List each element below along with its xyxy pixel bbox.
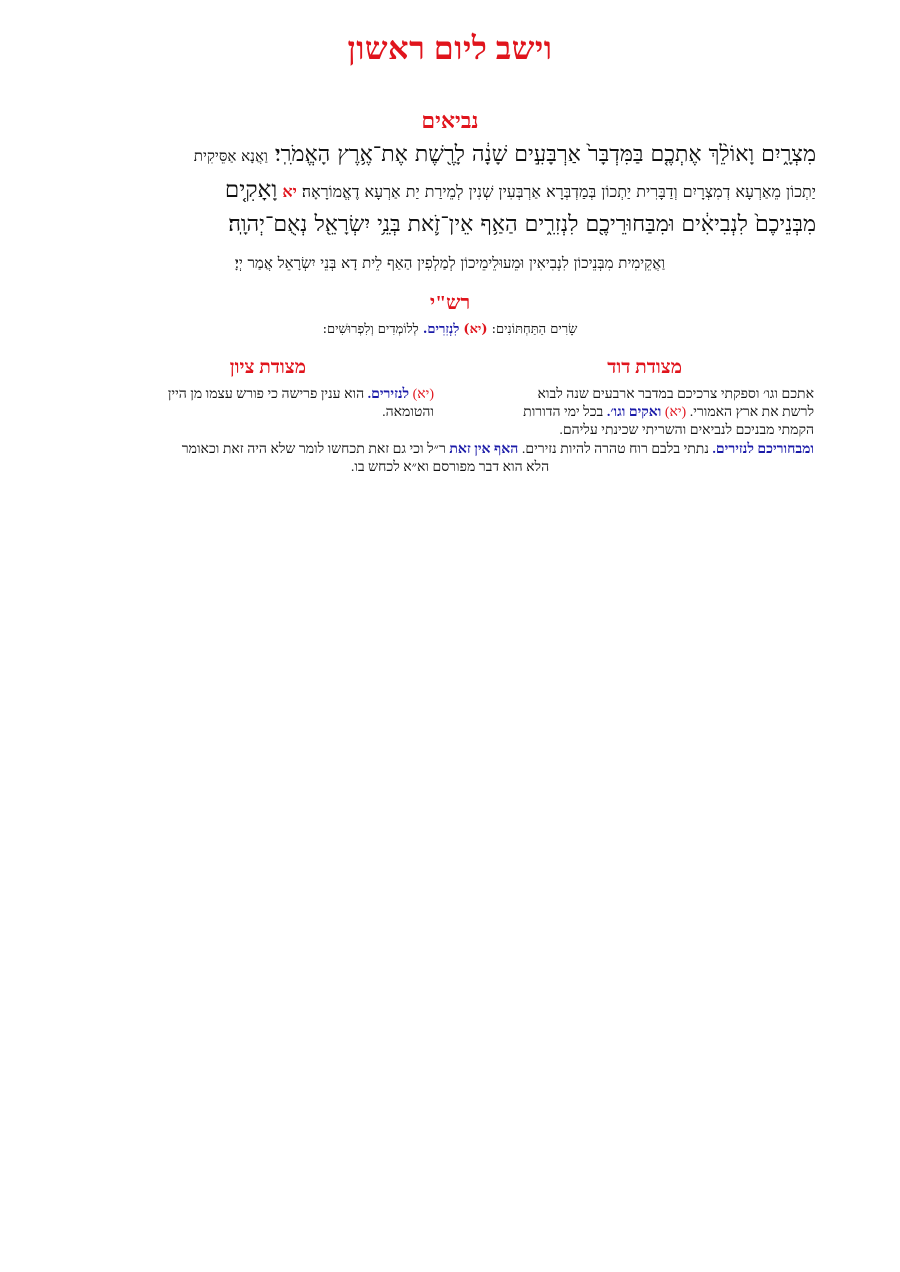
rashi-ref: (יא)	[463, 322, 488, 337]
md-line-2-text: לרשת את ארץ האמורי.	[689, 405, 814, 420]
metzudat-zion-column	[86, 386, 434, 422]
md-dibbur-2: ומבחוריכם לנזירים.	[712, 442, 814, 457]
verse-11-start: וָאָקִ֤ים	[224, 177, 278, 203]
rashi-dibbur: לִנְזִרִים.	[422, 322, 460, 337]
metzudat-david-column	[458, 386, 814, 440]
verse-10-end: מִצְרָ֑יִם וָאוֹלֵ֨ךְ אֶתְכֶ֤ם בַּמִּדְבָּר֙ אַרְבָּעִ֣ים שָׁנָ֔ה לָרֶ֖שֶׁת אֶת־אֶ֥רֶץ הָאֱמֹרִֽי׃	[274, 142, 816, 167]
mz-ref: (יא)	[412, 387, 434, 402]
rashi-heading: רש"י	[429, 292, 471, 314]
metzudat-david-heading: מצודת דוד	[607, 357, 682, 378]
md-line-4-text: נתתי בלבם רוח טהרה להיות נזירים.	[521, 442, 709, 457]
md-dibbur: ואקים וגו׳.	[606, 405, 662, 420]
mz-dibbur: לנזירים.	[367, 387, 410, 402]
md-line-1: אתכם וגו׳ וספקתי צרכיכם במדבר ארבעים שנה לבוא	[537, 387, 814, 402]
mz-text: הוא ענין פרישה כי פורש עצמו מן היין	[167, 387, 365, 402]
md-line-3: הקמתי מבניכם לנביאים והשריתי שכינתי עליהם.	[559, 423, 814, 438]
metzudat-zion-heading: מצודת ציון	[229, 357, 306, 378]
page-title: וישב ליום ראשון	[347, 30, 553, 66]
verse-line-1	[84, 136, 816, 175]
targum-start: וַאֲנָא אַסֵּיקִית	[193, 147, 268, 165]
targum-verse-11: וַאֲקֵימִית מִבְּנֵיכוֹן לִנְבִיאִין וּמֵעוּלֵימֵיכוֹן לְמַלְפִין הַאַף לֵית דָא בְּנֵי יִשְׂרָאֵל אֲמַר יְיָ׃	[234, 254, 666, 272]
md-dibbur-3: האף אין זאת	[449, 442, 519, 457]
mz-line-2: והטומאה.	[382, 405, 434, 420]
verse-11-text: מִבְּנֵיכֶם֙ לִנְבִיאִ֔ים וּמִבַּחוּרֵיכֶ֖ם לִנְזִרִ֑ים הַאַ֥ף אֵין־זֹ֛את בְּנֵ֥י יִשְׂרָאֵ֖ל נְאֻם־יְהוָֽה׃	[228, 212, 816, 237]
mz-line-1	[86, 386, 434, 404]
rashi-comment	[0, 321, 900, 337]
metzudat-david-continuation	[84, 441, 814, 459]
rashi-text: לְלוֹמְדִים וְלִפְרוּשִׁים:	[322, 322, 419, 337]
md-line-2-text-b: בכל ימי הדורות	[523, 405, 604, 420]
verse-line-3	[84, 208, 816, 242]
md-line-2	[458, 404, 814, 422]
verse-line-2	[84, 175, 816, 208]
md-ref: (יא)	[664, 405, 687, 420]
neviim-text	[84, 136, 816, 242]
verse-number: יא	[282, 184, 297, 201]
md-line-4-text-b: ר״ל וכי גם זאת תכחשו לומר שלא היה זאת וכאומר	[181, 442, 446, 457]
targum-verse-10: יַתְכוֹן מֵאַרְעָא דְמִצְרָיִם וְדַבָּרִית יַתְכוֹן בְּמַדְבְּרָא אַרְבְּעִין שְׁנִין לְמֵירַת יַת אַרְעָא דֶאֱמוֹרָאָה׃	[301, 182, 816, 201]
neviim-heading: נביאים	[421, 108, 479, 133]
md-line-5: הלא הוא דבר מפורסם וא״א לכחש בו.	[350, 460, 550, 475]
rashi-prefix: שָׂרִים הַתַּחְתּוֹנִים:	[491, 322, 578, 337]
